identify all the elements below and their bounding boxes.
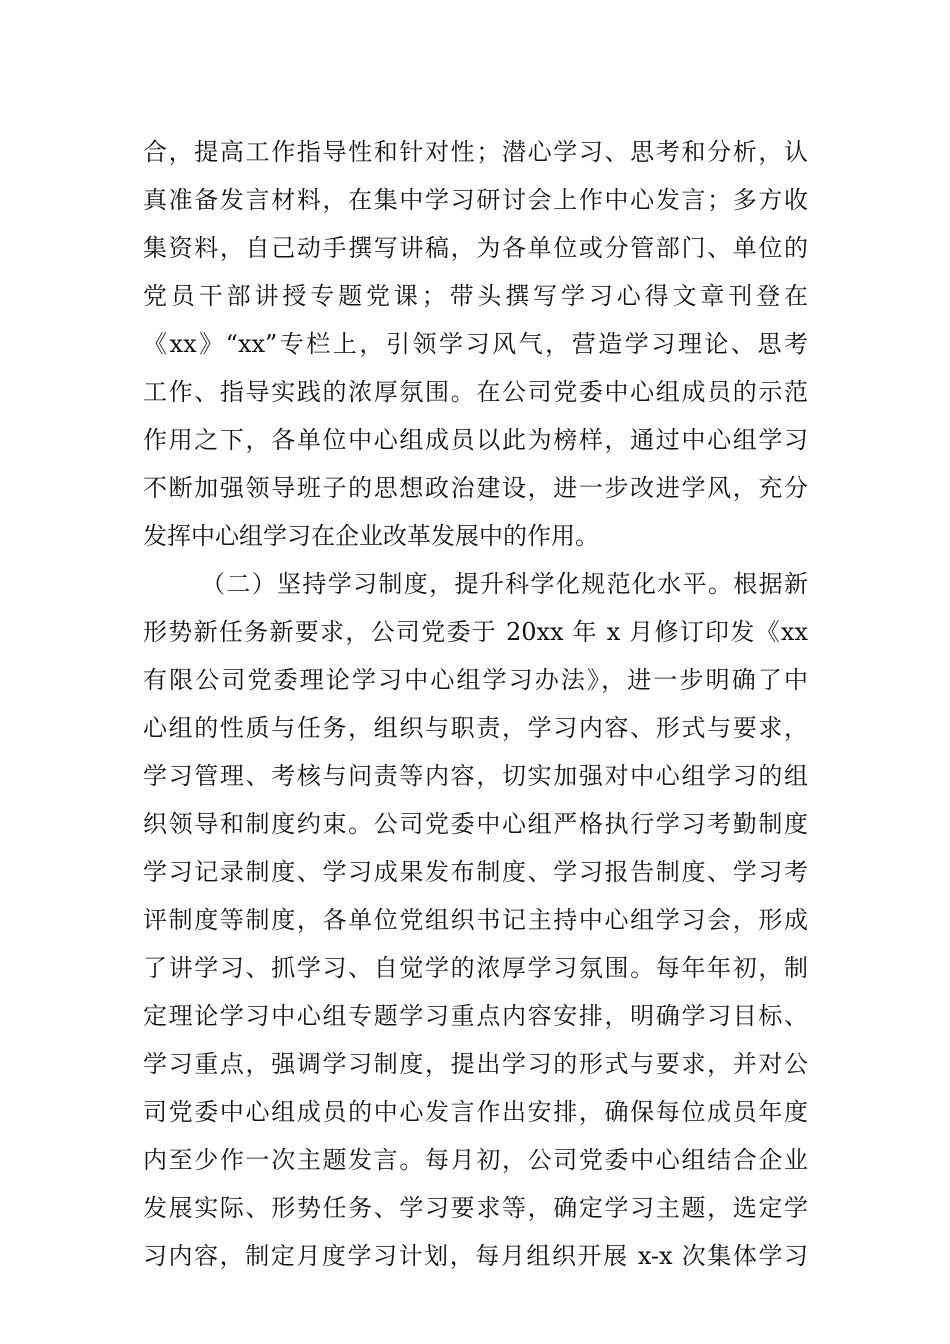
- text-line: 《xx》“xx”专栏上，引领学习风气，营造学习理论、思考: [143, 330, 808, 358]
- text-line: 合，提高工作指导性和针对性；潜心学习、思考和分析，认: [143, 138, 808, 166]
- text-line: 不断加强领导班子的思想政治建设，进一步改进学风，充分: [143, 474, 808, 502]
- text-line: 织领导和制度约束。公司党委中心组严格执行学习考勤制度: [143, 810, 808, 838]
- text-line: 定理论学习中心组专题学习重点内容安排，明确学习目标、: [143, 1002, 808, 1030]
- text-line: 有限公司党委理论学习中心组学习办法》，进一步明确了中: [143, 666, 808, 694]
- text-line: 学习重点，强调学习制度，提出学习的形式与要求，并对公: [143, 1050, 808, 1078]
- text-line: 学习记录制度、学习成果发布制度、学习报告制度、学习考: [143, 858, 808, 886]
- text-line: 评制度等制度，各单位党组织书记主持中心组学习会，形成: [143, 906, 808, 934]
- text-line: 司党委中心组成员的中心发言作出安排，确保每位成员年度: [143, 1098, 808, 1126]
- text-line: 习内容，制定月度学习计划，每月组织开展 x-x 次集体学习: [143, 1242, 808, 1270]
- text-line: 作用之下，各单位中心组成员以此为榜样，通过中心组学习: [143, 426, 808, 454]
- text-line: 集资料，自己动手撰写讲稿，为各单位或分管部门、单位的: [143, 234, 808, 262]
- text-line: 工作、指导实践的浓厚氛围。在公司党委中心组成员的示范: [143, 378, 808, 406]
- text-line: 心组的性质与任务，组织与职责，学习内容、形式与要求，: [143, 714, 808, 742]
- document-body: [143, 128, 808, 1280]
- paragraph-end-line: 发挥中心组学习在企业改革发展中的作用。: [143, 522, 599, 550]
- text-line: 党员干部讲授专题党课；带头撰写学习心得文章刊登在: [143, 282, 808, 310]
- text-line: 学习管理、考核与问责等内容，切实加强对中心组学习的组: [143, 762, 808, 790]
- text-line: 真准备发言材料，在集中学习研讨会上作中心发言；多方收: [143, 186, 808, 214]
- text-line: 了讲学习、抓学习、自觉学的浓厚学习氛围。每年年初，制: [143, 954, 808, 982]
- text-line: 形势新任务新要求，公司党委于 20xx 年 x 月修订印发《xx: [143, 618, 808, 646]
- text-line: 内至少作一次主题发言。每月初，公司党委中心组结合企业: [143, 1146, 808, 1174]
- section-heading-line: （二）坚持学习制度，提升科学化规范化水平。根据新: [201, 570, 808, 598]
- text-line: 发展实际、形势任务、学习要求等，确定学习主题，选定学: [143, 1194, 808, 1222]
